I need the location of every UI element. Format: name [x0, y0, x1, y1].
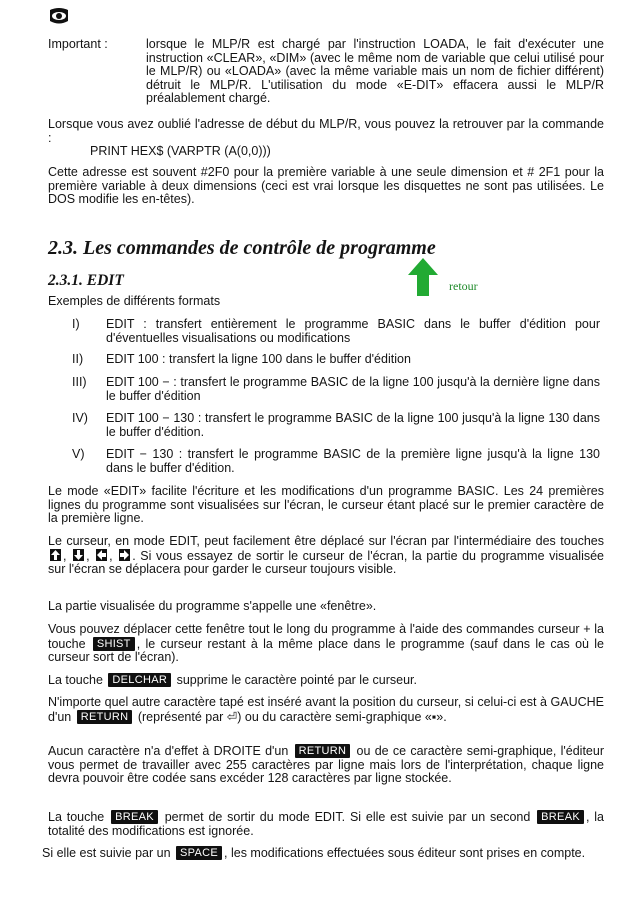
- paragraph-insert: [48, 696, 604, 724]
- shist-key: SHIST: [93, 637, 135, 651]
- break-text-before: La touche: [48, 810, 105, 824]
- move-text-after: , le curseur restant à la même place dans le programme (sauf dans le cas où le curseur sort de l'écran).: [48, 636, 604, 665]
- examples-intro: Exemples de différents formats: [48, 294, 221, 308]
- break-key-second: BREAK: [537, 810, 584, 824]
- section-title: 2.3. Les commandes de contrôle de programme: [48, 237, 436, 259]
- subsection-title: 2.3.1. EDIT: [48, 272, 124, 289]
- break-text-after: , la totalité des modifications est ignorée.: [48, 810, 604, 838]
- right-text-before: Aucun caractère n'a d'effet à DROITE d'un: [48, 744, 289, 758]
- insert-text-before: N'importe quel autre caractère tapé est inséré avant la position du curseur, si celui-ci est à GAUCHE d'un: [48, 695, 604, 724]
- list-item: EDIT 100 − 130 : transfert le programme BASIC de la ligne 100 jusqu'à la ligne 130 dans le buffer d'édition.: [106, 411, 600, 439]
- arrow-right-key-icon: [119, 549, 130, 561]
- list-item-number: II): [72, 352, 84, 366]
- move-text-before: Vous pouvez déplacer cette fenêtre tout le long du programme à l'aide des commandes curseur + la touche: [48, 622, 604, 651]
- delchar-key: DELCHAR: [108, 673, 171, 687]
- cursor-text-after: . Si vous essayez de sortir le curseur de l'écran, la partie du programme visualisée sur l'écran se déplacera pour garder le curseur toujours visible.: [48, 548, 604, 577]
- important-label: Important :: [48, 37, 108, 51]
- list-item: EDIT : transfert entièrement le programme BASIC dans le buffer d'édition pour d'éventuelles visualisations ou modifications: [106, 317, 600, 345]
- right-text-after: ou de ce caractère semi-graphique, l'éditeur vous permet de travailler avec 255 caractères par ligne mais lors de l'interprétation, chaque ligne devra pouvoir être codée sans excéder 128 caractères par ligne stockée.: [48, 744, 604, 786]
- cursor-text-before: Le curseur, en mode EDIT, peut facilement être déplacé sur l'écran par l'intermédiaire des touches: [48, 534, 604, 548]
- list-item-number: V): [72, 447, 85, 461]
- paragraph-cursor: Le curseur, en mode EDIT, peut facilement être déplacé sur l'écran par l'intermédiaire des touches , , , . Si vous essayez de sortir le curseur de l'écran, la partie du programme visualisée sur l'écran se déplacera pour garder le curseur toujours visible.: [48, 534, 604, 577]
- break-text-middle: permet de sortir du mode EDIT. Si elle est suivie par un second: [164, 810, 531, 824]
- list-item-number: I): [72, 317, 80, 331]
- delchar-text-after: supprime le caractère pointé par le curseur.: [176, 673, 417, 687]
- insert-text-after: (représenté par ⏎) ou du caractère semi-graphique «▪».: [137, 709, 447, 724]
- arrow-down-key-icon: [73, 549, 84, 561]
- break-key: BREAK: [111, 810, 158, 824]
- paragraph-space: [42, 846, 604, 861]
- paragraph-delchar: [48, 673, 604, 688]
- list-item: EDIT 100 − : transfert le programme BASIC de la ligne 100 jusqu'à la dernière ligne dans le buffer d'édition: [106, 375, 600, 403]
- space-text-before: Si elle est suivie par un: [42, 846, 171, 860]
- retour-link[interactable]: retour: [449, 279, 478, 293]
- list-item: EDIT − 130 : transfert le programme BASIC de la première ligne jusqu'à la ligne 130 dans le buffer d'édition.: [106, 447, 600, 475]
- list-item-number: III): [72, 375, 87, 389]
- delchar-text-before: La touche: [48, 673, 103, 687]
- paragraph-edit-mode: Le mode «EDIT» facilite l'écriture et les modifications d'un programme BASIC. Les 24 premières lignes du programme sont visualisées sur l'écran, le curseur étant placé sur le premier caractère de la première ligne.: [48, 484, 604, 526]
- paragraph-right-of-return: [48, 744, 604, 786]
- arrow-left-key-icon: [96, 549, 107, 561]
- list-item-number: IV): [72, 411, 88, 425]
- space-key: SPACE: [176, 846, 222, 860]
- arrow-up-key-icon: [50, 549, 61, 561]
- paragraph-address: Cette adresse est souvent #2F0 pour la première variable à une seule dimension et # 2F1 pour la première variable à deux dimensions (ceci est vrai lorsque les disquettes ne sont pas utilisées. Le DOS modifie les en-têtes).: [48, 165, 604, 207]
- return-key: RETURN: [77, 710, 133, 724]
- paragraph-move-window: [48, 623, 604, 665]
- return-key: RETURN: [295, 744, 351, 758]
- code-line: PRINT HEX$ (VARPTR (A(0,0))): [90, 144, 271, 158]
- paragraph-window: La partie visualisée du programme s'appelle une «fenêtre».: [48, 599, 377, 613]
- up-arrow-icon[interactable]: [408, 258, 438, 296]
- space-text-after: , les modifications effectuées sous éditeur sont prises en compte.: [224, 846, 586, 860]
- eye-icon: [48, 7, 70, 26]
- important-text: lorsque le MLP/R est chargé par l'instruction LOADA, le fait d'exécuter une instruction «CLEAR», «DIM» (avec le même nom de variable que celui utilisé pour le MLP/R) ou «LOADA» (avec la même variable mais un nom de fichier différent) détruit le MLP/R. L'utilisation du mode «E-DIT» effacera aussi le MLP/R préalablement chargé.: [146, 37, 604, 106]
- paragraph-forgot-address: Lorsque vous avez oublié l'adresse de début du MLP/R, vous pouvez la retrouver par la commande :: [48, 117, 604, 145]
- paragraph-break: [48, 810, 604, 838]
- list-item: EDIT 100 : transfert la ligne 100 dans le buffer d'édition: [106, 352, 411, 366]
